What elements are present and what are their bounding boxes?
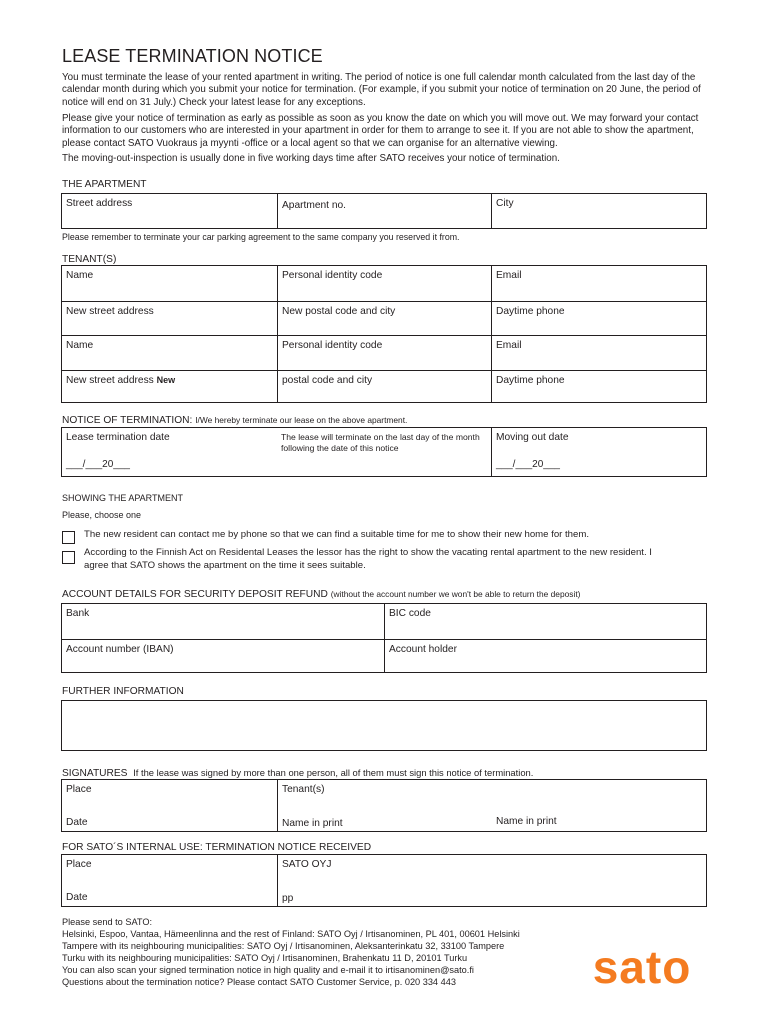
account-holder-field[interactable]	[384, 640, 707, 672]
termination-explanation: The lease will terminate on the last day of the month following the date of this notice	[281, 432, 480, 453]
further-heading: FURTHER INFORMATION	[62, 686, 184, 697]
intro-paragraph-2: Please give your notice of termination as early as possible as soon as you know the date on which you will move out. We may forward your contact information to our customers who are interested in your apartment in order for them to arrange to see it. If you are not able to show the apartment, please contact SATO Vuokraus ja myynti -office or a local agent so that we can organise for an alternative viewing.	[62, 113, 699, 149]
tenants-signature-label: Tenant(s)	[282, 784, 325, 795]
signatures-heading	[62, 767, 533, 779]
tenant1-email-field[interactable]	[491, 266, 707, 301]
account-heading	[62, 589, 580, 600]
tenant1-name-label: Name	[66, 270, 94, 281]
footer-line-4: Turku with its neighbouring municipalities: SATO Oyj / Irtisanominen, Brahenkatu 11 D, 20101 Turku	[62, 952, 468, 963]
tenant1-new-postal-label: New postal code and city	[282, 306, 396, 317]
signature-place-label: Place	[66, 784, 92, 795]
bic-label: BIC code	[389, 608, 431, 619]
footer-line-6: Questions about the termination notice? Please contact SATO Customer Service, p. 020 334 443	[62, 976, 456, 987]
internal-place-label: Place	[66, 859, 92, 870]
footer-line-5: You can also scan your signed termination notice in high quality and e-mail it to irtisanominen@sato.fi	[62, 964, 474, 975]
name-in-print-label-2: Name in print	[496, 816, 557, 827]
signature-date-label: Date	[66, 817, 88, 828]
notice-heading-extra: I/We hereby terminate our lease on the above apartment.	[195, 415, 408, 425]
tenant2-pic-label: Personal identity code	[282, 340, 383, 351]
tenant1-phone-label: Daytime phone	[496, 306, 565, 317]
bank-label: Bank	[66, 608, 90, 619]
tenant1-new-street-label: New street address	[66, 306, 154, 317]
iban-label: Account number (IBAN)	[66, 644, 174, 655]
street-address-label: Street address	[66, 198, 133, 209]
tenant1-email-label: Email	[496, 270, 522, 281]
showing-option2-label: According to the Finnish Act on Residental Leases the lessor has the right to show the vacating rental apartment to the new resident. I agree that SATO shows the apartment on the time it sees suitable.	[84, 547, 652, 571]
tenant-signatures-field[interactable]	[277, 780, 707, 831]
footer-line-2: Helsinki, Espoo, Vantaa, Hämeenlinna and the rest of Finland: SATO Oyj / Irtisanominen, PL 401, 00601 Helsinki	[62, 928, 520, 939]
tenant1-name-field[interactable]	[62, 266, 278, 301]
tenant1-new-street-field[interactable]	[62, 302, 278, 335]
signatures-heading-extra: If the lease was signed by more than one person, all of them must sign this notice of termination.	[133, 767, 534, 778]
lease-termination-date-blank: ___/___20___	[66, 459, 130, 470]
internal-place-date-field[interactable]	[62, 855, 278, 906]
tenant1-pic-field[interactable]	[277, 266, 492, 301]
notice-table	[61, 427, 707, 477]
footer-line-3: Tampere with its neighbouring municipalities: SATO Oyj / Irtisanominen, Aleksanterinkatu 32, 33100 Tampere	[62, 940, 505, 951]
showing-option2-checkbox[interactable]	[62, 551, 75, 564]
footer-line-1: Please send to SATO:	[62, 917, 153, 927]
footer-instructions	[62, 917, 582, 988]
apartment-table	[61, 193, 707, 229]
name-in-print-label-1: Name in print	[282, 818, 343, 829]
city-label: City	[496, 198, 514, 209]
apartment-no-label: Apartment no.	[282, 200, 346, 211]
city-field[interactable]	[491, 194, 707, 228]
street-address-field[interactable]	[62, 194, 278, 228]
account-holder-label: Account holder	[389, 644, 457, 655]
parking-note: Please remember to terminate your car parking agreement to the same company you reserved it from.	[62, 232, 460, 242]
tenant2-name-field[interactable]	[62, 336, 278, 370]
tenant2-pic-field[interactable]	[277, 336, 492, 370]
apartment-heading: THE APARTMENT	[62, 179, 147, 190]
internal-sato-field[interactable]	[277, 855, 707, 906]
tenants-heading: TENANT(S)	[62, 254, 117, 265]
tenant2-postal-field[interactable]	[277, 371, 492, 402]
lease-termination-date-field[interactable]	[62, 428, 278, 476]
signatures-heading-title: SIGNATURES	[62, 768, 128, 779]
tenant1-new-postal-field[interactable]	[277, 302, 492, 335]
tenant2-email-label: Email	[496, 340, 522, 351]
tenant2-new-street-label: New street address	[66, 375, 154, 386]
page-title: LEASE TERMINATION NOTICE	[62, 46, 323, 66]
moving-out-date-label: Moving out date	[496, 432, 569, 443]
sato-logo	[576, 948, 708, 990]
tenant2-postal-label: postal code and city	[282, 375, 373, 386]
apartment-no-field[interactable]	[277, 194, 492, 228]
moving-out-date-blank: ___/___20___	[496, 459, 560, 470]
lease-termination-date-label: Lease termination date	[66, 432, 170, 443]
tenant1-phone-field[interactable]	[491, 302, 707, 335]
signature-place-date-field[interactable]	[62, 780, 278, 831]
moving-out-date-field[interactable]	[491, 428, 707, 476]
pp-label: pp	[282, 893, 294, 904]
further-information-field[interactable]	[61, 700, 707, 751]
internal-heading: FOR SATO´S INTERNAL USE: TERMINATION NOTICE RECEIVED	[62, 842, 372, 853]
signatures-table	[61, 779, 707, 832]
account-table	[61, 603, 707, 673]
tenant2-new-word: New	[156, 375, 176, 385]
internal-date-label: Date	[66, 892, 88, 903]
notice-heading	[62, 415, 407, 426]
showing-option1-checkbox[interactable]	[62, 531, 75, 544]
tenant2-name-label: Name	[66, 340, 94, 351]
tenant2-new-street-field[interactable]	[62, 371, 278, 402]
showing-heading: SHOWING THE APARTMENT	[62, 493, 184, 503]
tenant2-email-field[interactable]	[491, 336, 707, 370]
tenant1-pic-label: Personal identity code	[282, 270, 383, 281]
bic-field[interactable]	[384, 604, 707, 639]
sato-oyj-label: SATO OYJ	[282, 859, 332, 870]
bank-field[interactable]	[62, 604, 385, 639]
iban-field[interactable]	[62, 640, 385, 672]
showing-option1-label: The new resident can contact me by phone so that we can find a suitable time for me to show their new home for them.	[84, 529, 590, 540]
notice-heading-title: NOTICE OF TERMINATION:	[62, 415, 193, 426]
account-heading-extra: (without the account number we won't be able to return the deposit)	[330, 589, 581, 599]
tenants-table	[61, 265, 707, 403]
tenant2-phone-label: Daytime phone	[496, 375, 565, 386]
intro-paragraph-1: You must terminate the lease of your rented apartment in writing. The period of notice is one full calendar month calculated from the last day of the calendar month during which you submit your notice for termination. (For example, if you submit your notice of termination on 20 June, the period of notice will end on 31 July.) Check your latest lease for any exceptions.	[62, 72, 701, 108]
sato-logo-text: sato	[592, 948, 692, 990]
internal-table	[61, 854, 707, 907]
tenant2-phone-field[interactable]	[491, 371, 707, 402]
account-heading-title: ACCOUNT DETAILS FOR SECURITY DEPOSIT REFUND	[62, 589, 328, 600]
showing-subheading: Please, choose one	[62, 510, 142, 520]
intro-paragraph-3: The moving-out-inspection is usually done in five working days time after SATO receives your notice of termination.	[62, 153, 560, 164]
